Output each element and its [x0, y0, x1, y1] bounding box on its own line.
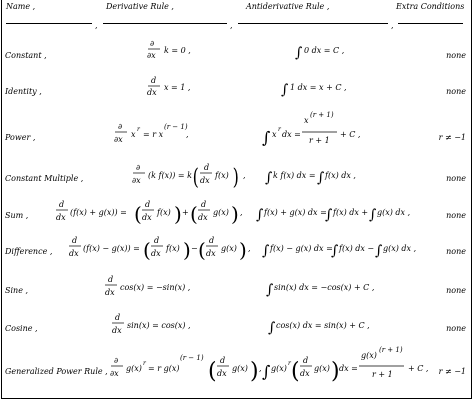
- svg-text:d: d: [220, 356, 226, 365]
- antiderivative-formula-identity: [281, 82, 347, 98]
- svg-text:): ): [231, 202, 239, 226]
- svg-text:d: d: [204, 163, 210, 172]
- svg-text:g(x): g(x): [271, 364, 287, 373]
- row-condition: none: [446, 51, 466, 60]
- row-name-constant: Constant ,: [5, 51, 47, 60]
- antiderivative-formula-cosine: [268, 320, 370, 336]
- antiderivative-formula-difference: [262, 243, 416, 259]
- svg-text:dx: dx: [151, 249, 161, 258]
- svg-text:x: x: [131, 130, 136, 139]
- svg-text:(: (: [291, 359, 300, 384]
- svg-text:1 dx = x + C ,: 1 dx = x + C ,: [290, 83, 347, 92]
- derivative-formula-generalized-power: [110, 354, 262, 384]
- svg-text:+: +: [182, 208, 189, 217]
- header-antiderivative: Antiderivative Rule ,: [246, 2, 330, 11]
- derivative-formula-cosine: [112, 313, 191, 335]
- svg-text:d: d: [145, 200, 151, 209]
- svg-text:(: (: [190, 202, 198, 226]
- row-name-difference: Difference ,: [5, 247, 53, 256]
- svg-text:d: d: [72, 236, 78, 245]
- svg-text:∫: ∫: [262, 128, 271, 147]
- header-name: Name ,: [6, 2, 36, 11]
- antiderivative-formula-power: [262, 111, 360, 147]
- svg-text:r + 1: r + 1: [309, 136, 330, 145]
- svg-text:dx =: dx =: [339, 364, 358, 373]
- derivative-formula-constant-multiple: [132, 163, 246, 190]
- svg-text:k f(x) dx =: k f(x) dx =: [273, 171, 316, 180]
- svg-text:f(x): f(x): [157, 208, 171, 217]
- derivative-formula-sine: [105, 275, 190, 297]
- antiderivative-formula-sum: [256, 207, 410, 223]
- svg-text:dx: dx: [56, 213, 66, 222]
- svg-text:dx: dx: [112, 326, 122, 335]
- row-condition: r ≠ −1: [438, 367, 466, 376]
- svg-text:(f(x) + g(x)) =: (f(x) + g(x)) =: [70, 208, 127, 217]
- row-condition: none: [446, 174, 466, 183]
- svg-text:cos(x) = −sin(x) ,: cos(x) = −sin(x) ,: [120, 283, 191, 292]
- svg-text:g(x): g(x): [314, 364, 330, 373]
- separator-comma: ,: [95, 21, 98, 30]
- derivative-formula-difference: [69, 236, 251, 262]
- svg-text:r: r: [137, 126, 140, 133]
- svg-text:(r + 1): (r + 1): [310, 111, 334, 119]
- svg-text:dx: dx: [200, 176, 210, 185]
- svg-text:dx: dx: [69, 249, 79, 258]
- row-condition: none: [446, 211, 466, 220]
- svg-text:f(x) dx −: f(x) dx −: [339, 244, 375, 253]
- svg-text:,: ,: [186, 130, 189, 139]
- row-name-cosine: Cosine ,: [5, 324, 38, 333]
- header-derivative: Derivative Rule ,: [106, 2, 174, 11]
- svg-text:dx =: dx =: [282, 130, 301, 139]
- svg-text:∫: ∫: [268, 320, 276, 336]
- svg-text:,: ,: [248, 244, 251, 253]
- derivative-formula-sum: [56, 200, 243, 226]
- svg-text:d: d: [209, 236, 215, 245]
- svg-text:∫: ∫: [262, 243, 270, 259]
- svg-text:g(x) dx ,: g(x) dx ,: [383, 244, 417, 253]
- svg-text:d: d: [115, 313, 121, 322]
- svg-text:∫: ∫: [325, 207, 333, 223]
- derivative-formula-identity: [147, 76, 190, 97]
- svg-text:x = 1 ,: x = 1 ,: [164, 83, 191, 92]
- svg-text:∂: ∂: [118, 122, 123, 131]
- svg-text:dx: dx: [147, 88, 157, 97]
- svg-text:r: r: [278, 126, 281, 133]
- svg-text:f(x) dx +: f(x) dx +: [333, 208, 369, 217]
- svg-text:,: ,: [259, 364, 262, 373]
- svg-text:): ): [174, 202, 182, 226]
- svg-text:dx: dx: [217, 369, 227, 378]
- svg-text:∫: ∫: [295, 45, 303, 61]
- row-name-sine: Sine ,: [5, 286, 29, 295]
- row-name-identity: Identity ,: [5, 87, 42, 96]
- svg-text:): ): [250, 359, 259, 384]
- svg-text:g(x): g(x): [221, 244, 237, 253]
- svg-text:cos(x) dx = sin(x) + C ,: cos(x) dx = sin(x) + C ,: [276, 321, 370, 330]
- svg-text:(r + 1): (r + 1): [379, 346, 403, 354]
- svg-text:): ): [331, 359, 340, 384]
- svg-text:∫: ∫: [266, 282, 274, 298]
- svg-text:= r g(x): = r g(x): [148, 364, 180, 373]
- svg-text:f(x): f(x): [215, 171, 229, 180]
- svg-text:dx: dx: [105, 288, 115, 297]
- svg-text:∫: ∫: [331, 243, 339, 259]
- svg-text:∫: ∫: [369, 207, 377, 223]
- svg-text:(: (: [134, 202, 142, 226]
- row-condition: none: [446, 324, 466, 333]
- svg-text:(f(x) − g(x)) =: (f(x) − g(x)) =: [83, 244, 140, 253]
- svg-text:(: (: [208, 359, 217, 384]
- svg-text:−: −: [191, 244, 198, 253]
- svg-text:d: d: [154, 236, 160, 245]
- svg-text:r + 1: r + 1: [372, 370, 393, 379]
- row-name-generalized-power-rule: Generalized Power Rule ,: [5, 367, 108, 376]
- svg-text:g(x): g(x): [126, 364, 142, 373]
- antiderivative-formula-constant-multiple: [265, 170, 356, 186]
- row-name-constant-multiple: Constant Multiple ,: [5, 174, 84, 183]
- svg-text:∂x: ∂x: [114, 135, 123, 144]
- svg-text:+ C ,: + C ,: [340, 130, 361, 139]
- svg-text:(r − 1): (r − 1): [180, 354, 204, 362]
- svg-text:k = 0 ,: k = 0 ,: [164, 46, 191, 55]
- svg-text:∂x: ∂x: [110, 369, 119, 378]
- antiderivative-formula-constant: [295, 45, 344, 61]
- row-condition: none: [446, 87, 466, 96]
- svg-text:∂x: ∂x: [132, 176, 141, 185]
- svg-text:dx: dx: [206, 249, 216, 258]
- svg-text:∂: ∂: [114, 356, 119, 365]
- svg-text:(: (: [198, 238, 206, 262]
- antiderivative-formula-generalized-power: [262, 346, 428, 384]
- row-name-sum: Sum ,: [5, 211, 29, 220]
- row-condition: none: [446, 247, 466, 256]
- row-name-power: Power ,: [5, 133, 36, 142]
- row-condition: none: [446, 286, 466, 295]
- svg-text:d: d: [201, 200, 207, 209]
- svg-text:∂x: ∂x: [147, 51, 156, 60]
- svg-text:g(x): g(x): [361, 351, 377, 360]
- svg-text:,: ,: [243, 171, 246, 180]
- derivative-formula-power: [114, 122, 189, 144]
- svg-text:sin(x) dx = −cos(x) + C ,: sin(x) dx = −cos(x) + C ,: [274, 283, 375, 292]
- svg-text:r: r: [143, 360, 146, 367]
- svg-text:f(x) dx ,: f(x) dx ,: [325, 171, 356, 180]
- svg-text:= r x: = r x: [143, 130, 164, 139]
- svg-text:∫: ∫: [265, 170, 273, 186]
- svg-text:(: (: [192, 164, 199, 191]
- svg-text:x: x: [272, 130, 277, 139]
- separator-comma: ,: [230, 21, 233, 30]
- separator-comma: ,: [391, 21, 394, 30]
- svg-text:r: r: [288, 360, 291, 367]
- svg-text:+ C ,: + C ,: [408, 364, 429, 373]
- svg-text:0 dx = C ,: 0 dx = C ,: [304, 46, 345, 55]
- svg-text:(: (: [143, 238, 151, 262]
- svg-text:f(x): f(x): [166, 244, 180, 253]
- svg-text:f(x) + g(x) dx =: f(x) + g(x) dx =: [264, 208, 327, 217]
- svg-text:): ): [232, 164, 239, 191]
- antiderivative-formula-sine: [266, 282, 374, 298]
- svg-text:): ): [183, 238, 191, 262]
- derivative-formula-constant: [147, 39, 191, 60]
- svg-text:(k f(x)) = k: (k f(x)) = k: [148, 171, 192, 180]
- svg-text:g(x) dx ,: g(x) dx ,: [377, 208, 411, 217]
- svg-text:∂: ∂: [150, 39, 155, 48]
- svg-text:(r − 1): (r − 1): [164, 123, 188, 131]
- svg-text:d: d: [303, 356, 309, 365]
- svg-text:g(x): g(x): [232, 364, 248, 373]
- svg-text:∫: ∫: [262, 362, 271, 381]
- row-condition: r ≠ −1: [438, 133, 466, 142]
- svg-text:∫: ∫: [317, 170, 325, 186]
- svg-text:d: d: [108, 275, 114, 284]
- svg-text:f(x) − g(x) dx =: f(x) − g(x) dx =: [270, 244, 333, 253]
- svg-text:dx: dx: [300, 369, 310, 378]
- svg-text:∂: ∂: [136, 163, 141, 172]
- svg-text:x: x: [304, 116, 309, 125]
- svg-text:∫: ∫: [375, 243, 383, 259]
- svg-text:sin(x) = cos(x) ,: sin(x) = cos(x) ,: [127, 321, 191, 330]
- svg-text:∫: ∫: [256, 207, 264, 223]
- svg-text:d: d: [151, 76, 157, 85]
- header-conditions: Extra Conditions: [396, 2, 465, 11]
- svg-text:): ): [239, 238, 247, 262]
- svg-text:dx: dx: [198, 213, 208, 222]
- svg-text:g(x): g(x): [213, 208, 229, 217]
- svg-text:∫: ∫: [281, 82, 289, 98]
- svg-text:,: ,: [240, 208, 243, 217]
- svg-text:dx: dx: [142, 213, 152, 222]
- svg-text:d: d: [59, 200, 65, 209]
